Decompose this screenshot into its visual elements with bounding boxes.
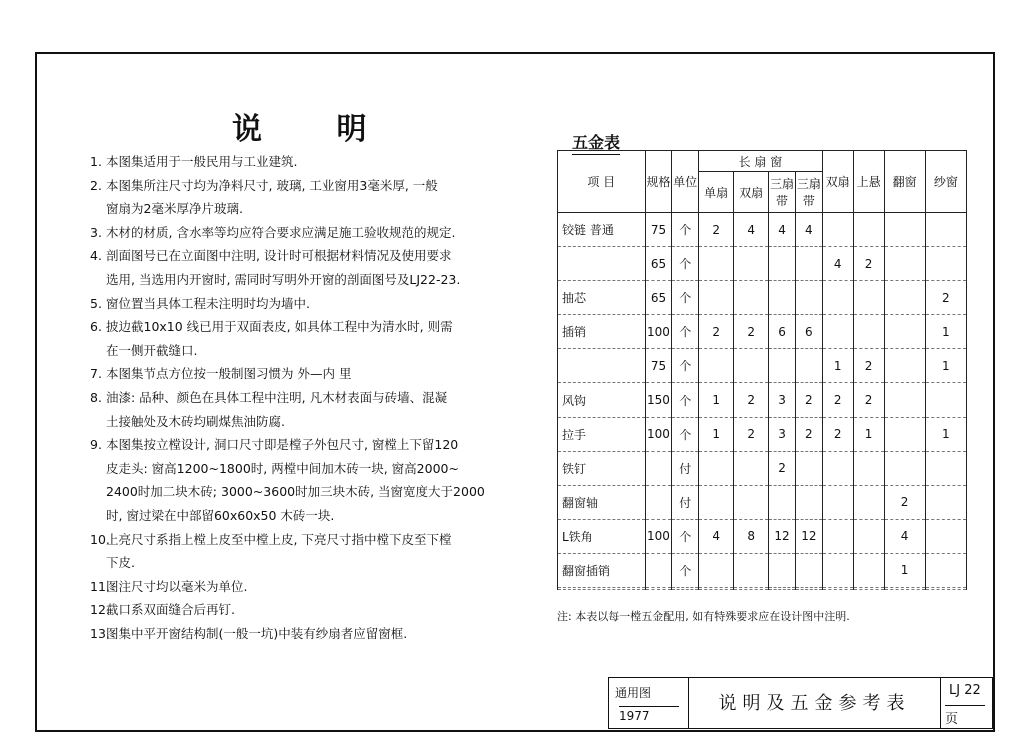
row-item (558, 349, 646, 383)
row-value (822, 213, 853, 247)
note-line: 披边截10x10 线已用于双面表皮, 如具体工程中为清水时, 则需 (106, 319, 453, 335)
row-value: 2 (795, 383, 822, 417)
row-value (853, 553, 884, 587)
row-item: 翻窗轴 (558, 485, 646, 519)
title-block-series (609, 678, 689, 728)
row-value: 12 (769, 519, 796, 553)
table-row (558, 417, 967, 451)
row-value (853, 451, 884, 485)
table-row (558, 247, 967, 281)
row-value: 1 (699, 383, 734, 417)
header-pivot-double: 双扇 (822, 151, 853, 213)
row-value (884, 281, 925, 315)
row-value: 4 (884, 519, 925, 553)
row-value (884, 417, 925, 451)
row-item (558, 247, 646, 281)
note-line: 本图集所注尺寸均为净料尺寸, 玻璃, 工业窗用3毫米厚, 一般 (106, 177, 438, 193)
row-value: 4 (822, 247, 853, 281)
row-value: 2 (699, 315, 734, 349)
row-value (699, 349, 734, 383)
row-value: 2 (853, 247, 884, 281)
table-row (558, 383, 967, 417)
row-item: 铰链 普通 (558, 213, 646, 247)
row-spec (645, 485, 672, 519)
row-value: 2 (822, 383, 853, 417)
row-value (925, 588, 966, 590)
header-turn: 翻窗 (884, 151, 925, 213)
row-value (795, 247, 822, 281)
table-row (558, 315, 967, 349)
page-title: 说 明 (232, 112, 399, 147)
row-spec (645, 553, 672, 587)
note-line: 时, 窗过梁在中部留60x60x50 木砖一块. (106, 507, 335, 523)
row-value (853, 588, 884, 590)
row-value: 4 (699, 519, 734, 553)
row-item: 铁钉 (558, 451, 646, 485)
note-line: 油漆: 品种、颜色在具体工程中注明, 凡木材表面与砖墙、混凝 (106, 389, 448, 405)
row-value (925, 519, 966, 553)
hardware-table-title: 五金表 (572, 130, 620, 155)
row-value (734, 588, 769, 590)
note-number: 11. (90, 578, 110, 594)
row-value (734, 451, 769, 485)
row-value: 4 (769, 213, 796, 247)
row-unit: 个 (672, 417, 699, 451)
drawing-title: 说明及五金参考表 (689, 678, 941, 728)
header-screen: 纱窗 (925, 151, 966, 213)
row-value (925, 485, 966, 519)
table-footnote: 注: 本表以每一樘五金配用, 如有特殊要求应在设计图中注明. (557, 610, 850, 623)
row-spec: 100 (645, 315, 672, 349)
row-value: 4 (734, 213, 769, 247)
row-unit: 个 (672, 519, 699, 553)
row-value (925, 213, 966, 247)
note-line: 木材的材质, 含水率等均应符合要求应满足施工验收规范的规定. (106, 224, 456, 240)
note-number: 4. (90, 248, 102, 264)
row-value (884, 349, 925, 383)
notes-list (90, 150, 545, 645)
row-value (769, 349, 796, 383)
note-line: 皮走头: 窗高1200~1800时, 两樘中间加木砖一块, 窗高2000~ (106, 460, 459, 476)
header-item: 项 目 (558, 151, 646, 213)
row-value: 2 (734, 383, 769, 417)
row-unit: 个 (672, 553, 699, 587)
note-number: 2. (90, 177, 102, 193)
row-value: 12 (795, 519, 822, 553)
row-value (769, 588, 796, 590)
note-item (90, 244, 545, 291)
note-item (90, 598, 545, 622)
row-item: L铁角 (558, 519, 646, 553)
row-value: 6 (769, 315, 796, 349)
row-unit: 个 (672, 247, 699, 281)
row-item (558, 588, 646, 590)
row-value (734, 485, 769, 519)
table-row (558, 451, 967, 485)
note-item (90, 174, 545, 221)
note-line: 在一侧开截缝口. (106, 342, 198, 358)
row-value (795, 588, 822, 590)
note-item (90, 528, 545, 575)
note-number: 13. (90, 625, 110, 641)
note-line: 窗位置当具体工程未注明时均为墙中. (106, 295, 310, 311)
row-value: 1 (822, 349, 853, 383)
note-line: 图集中平开窗结构制(一般一坑)中装有纱扇者应留窗框. (106, 625, 408, 641)
note-number: 6. (90, 319, 102, 335)
row-value (884, 451, 925, 485)
row-value (822, 553, 853, 587)
table-row (558, 519, 967, 553)
row-value (795, 349, 822, 383)
note-line: 选用, 当选用内开窗时, 需同时写明外开窗的剖面图号及LJ22-23. (106, 271, 461, 287)
hardware-table (557, 150, 967, 590)
row-value (853, 281, 884, 315)
row-value (822, 485, 853, 519)
note-number: 5. (90, 295, 102, 311)
row-spec: 75 (645, 349, 672, 383)
row-value (925, 553, 966, 587)
row-value (822, 315, 853, 349)
note-item (90, 622, 545, 646)
row-value (769, 281, 796, 315)
note-item (90, 292, 545, 316)
page-label: 页 (945, 705, 985, 727)
row-value (925, 247, 966, 281)
row-value (734, 349, 769, 383)
header-single: 单扇 (699, 172, 734, 213)
header-spec: 规格 (645, 151, 672, 213)
row-unit: 个 (672, 315, 699, 349)
note-number: 10. (90, 531, 110, 547)
row-value (769, 553, 796, 587)
note-number: 9. (90, 437, 102, 453)
row-value (884, 247, 925, 281)
row-spec (645, 588, 672, 590)
row-value (884, 213, 925, 247)
row-value: 3 (769, 417, 796, 451)
row-unit: 个 (672, 213, 699, 247)
row-value: 2 (884, 485, 925, 519)
row-item: 抽芯 (558, 281, 646, 315)
note-line: 截口系双面缝合后再钉. (106, 602, 235, 618)
row-unit: 个 (672, 349, 699, 383)
row-value (734, 553, 769, 587)
row-value (699, 247, 734, 281)
row-value (884, 588, 925, 590)
row-value: 2 (734, 417, 769, 451)
header-triple-sash: 三扇带 (795, 172, 822, 213)
note-line: 2400时加二块木砖; 3000~3600时加三块木砖, 当窗宽度大于2000 (106, 484, 485, 500)
header-double: 双扇 (734, 172, 769, 213)
row-value (822, 281, 853, 315)
series-label: 通用图 (615, 686, 652, 700)
row-value (884, 315, 925, 349)
row-value (795, 553, 822, 587)
row-value: 8 (734, 519, 769, 553)
row-unit: 付 (672, 451, 699, 485)
row-value: 2 (734, 315, 769, 349)
row-value: 2 (925, 281, 966, 315)
row-value (734, 247, 769, 281)
row-value: 6 (795, 315, 822, 349)
note-item (90, 362, 545, 386)
row-item: 插销 (558, 315, 646, 349)
row-value (853, 213, 884, 247)
row-value (822, 588, 853, 590)
row-value (795, 485, 822, 519)
row-value (699, 281, 734, 315)
row-value (853, 519, 884, 553)
table-row (558, 349, 967, 383)
note-line: 上亮尺寸系指上樘上皮至中樘上皮, 下亮尺寸指中樘下皮至下樘 (106, 531, 452, 547)
row-spec: 65 (645, 247, 672, 281)
row-value (699, 553, 734, 587)
row-spec: 75 (645, 213, 672, 247)
row-value (884, 383, 925, 417)
header-casement-group: 长 扇 窗 (699, 151, 823, 172)
row-value (822, 451, 853, 485)
note-line: 本图集节点方位按一般制图习惯为 外—内 里 (106, 366, 352, 382)
table-row (558, 281, 967, 315)
row-value: 2 (822, 417, 853, 451)
note-item (90, 221, 545, 245)
row-value: 1 (925, 315, 966, 349)
row-value (699, 451, 734, 485)
note-line: 剖面图号已在立面图中注明, 设计时可根据材料情况及使用要求 (106, 248, 452, 264)
row-value: 1 (884, 553, 925, 587)
note-line: 窗扇为2毫米厚净片玻璃. (106, 201, 243, 217)
note-item (90, 433, 545, 527)
row-value: 2 (853, 383, 884, 417)
note-line: 本图集按立樘设计, 洞口尺寸即是樘子外包尺寸, 窗樘上下留120 (106, 437, 459, 453)
drawing-code: LJ 22 (949, 683, 981, 698)
row-value: 2 (795, 417, 822, 451)
table-row (558, 213, 967, 247)
note-number: 1. (90, 154, 102, 169)
row-item: 拉手 (558, 417, 646, 451)
row-spec (645, 451, 672, 485)
row-unit: 付 (672, 485, 699, 519)
title-block-code (941, 678, 994, 728)
note-number: 7. (90, 366, 102, 382)
row-value: 1 (699, 417, 734, 451)
note-number: 3. (90, 224, 102, 240)
header-top-hung: 上悬 (853, 151, 884, 213)
row-value (769, 247, 796, 281)
note-item (90, 150, 545, 174)
row-value (925, 451, 966, 485)
note-number: 12. (90, 602, 110, 618)
note-item (90, 315, 545, 362)
note-line: 本图集适用于一般民用与工业建筑. (106, 154, 298, 169)
row-value: 1 (853, 417, 884, 451)
row-value: 4 (795, 213, 822, 247)
row-item: 翻窗插销 (558, 553, 646, 587)
table-row (558, 553, 967, 587)
note-number: 8. (90, 389, 102, 405)
note-item (90, 386, 545, 433)
row-value (699, 588, 734, 590)
row-value (853, 485, 884, 519)
row-value: 1 (925, 417, 966, 451)
row-spec: 100 (645, 519, 672, 553)
row-item: 风钩 (558, 383, 646, 417)
row-value: 2 (699, 213, 734, 247)
table-row (558, 588, 967, 590)
row-value: 2 (769, 451, 796, 485)
row-value: 2 (853, 349, 884, 383)
row-value (795, 281, 822, 315)
series-year: 1977 (619, 706, 679, 723)
title-block (608, 677, 993, 729)
row-spec: 150 (645, 383, 672, 417)
row-value (699, 485, 734, 519)
note-line: 图注尺寸均以毫米为单位. (106, 578, 248, 594)
row-value (734, 281, 769, 315)
note-item (90, 575, 545, 599)
row-unit: 个 (672, 281, 699, 315)
row-value: 3 (769, 383, 796, 417)
row-value (769, 485, 796, 519)
row-value (822, 519, 853, 553)
row-spec: 65 (645, 281, 672, 315)
row-unit (672, 588, 699, 590)
row-value: 1 (925, 349, 966, 383)
row-value (853, 315, 884, 349)
note-line: 土接触处及木砖均刷煤焦油防腐. (106, 413, 285, 429)
row-value (925, 383, 966, 417)
header-unit: 单位 (672, 151, 699, 213)
row-unit: 个 (672, 383, 699, 417)
row-spec: 100 (645, 417, 672, 451)
table-row (558, 485, 967, 519)
header-triple-fixed: 三扇带 (769, 172, 796, 213)
row-value (795, 451, 822, 485)
note-line: 下皮. (106, 555, 135, 571)
